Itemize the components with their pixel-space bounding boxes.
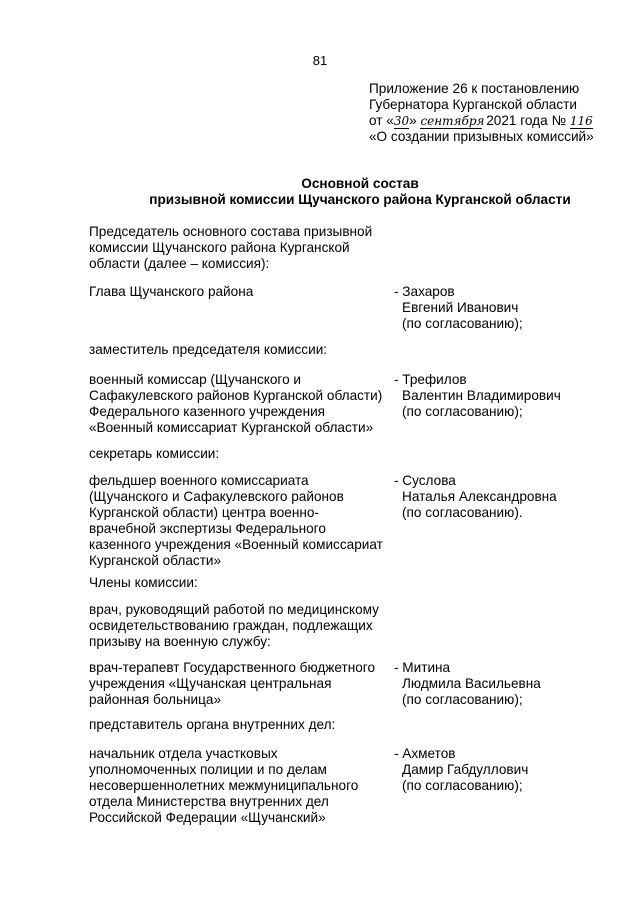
entry-therapist-position: врач-терапевт Государственного бюджетного учреждения «Щучанская центральная районная больница» (89, 660, 376, 707)
title-line-2: призывной комиссии Щучанского района Курганской области (149, 192, 571, 207)
appendix-header (369, 81, 629, 145)
handwritten-month: сентября (420, 114, 485, 128)
appendix-line-1: Приложение 26 к постановлению (369, 81, 580, 96)
entry-secretary-name: - Суслова Наталья Александровна (по согласованию). (394, 473, 557, 520)
entry-chairman-heading: Председатель основного состава призывной комиссии Щучанского района Курганской области (далее – комиссия): (89, 224, 373, 271)
entry-deputy-position: военный комиссар (Щучанского и Сафакулевского районов Курганской области) Федерального казенного учреждения «Военный комиссариат Курганской области» (89, 372, 383, 435)
entry-deputy-name: - Трефилов Валентин Владимирович (по согласованию); (394, 372, 561, 419)
appendix-year-no: 2021 года № (486, 113, 567, 128)
appendix-line-4: «О создании призывных комиссий» (369, 129, 594, 144)
document-title (0, 176, 640, 208)
appendix-line-2: Губернатора Курганской области (369, 97, 577, 112)
entry-members-heading: Члены комиссии: (89, 575, 198, 590)
page-number: 81 (312, 53, 328, 68)
entry-secretary-position: фельдшер военного комиссариата (Щучанского и Сафакулевского районов Курганской области) центра военно- врачебной экспертизы Федерального казенного учреждения «Военный комиссариат Курганской области» (89, 473, 383, 568)
entry-chairman-name: - Захаров Евгений Иванович (по согласованию); (394, 284, 523, 331)
title-line-1: Основной состав (301, 176, 419, 191)
appendix-line-3 (369, 113, 629, 129)
handwritten-number: 116 (569, 114, 593, 128)
entry-secretary-heading: секретарь комиссии: (89, 446, 220, 461)
handwritten-day: 30 (393, 114, 410, 128)
entry-doctor-heading: врач, руководящий работой по медицинскому освидетельствованию граждан, подлежащих призыву на военную службу: (89, 602, 379, 649)
entry-deputy-heading: заместитель председателя комиссии: (89, 342, 328, 357)
entry-therapist-name: - Митина Людмила Васильевна (по согласованию); (394, 660, 541, 707)
appendix-from: от « (369, 113, 394, 128)
appendix-quote: » (409, 113, 417, 128)
entry-police-name: - Ахметов Дамир Габдуллович (по согласованию); (394, 746, 529, 793)
entry-police-position: начальник отдела участковых уполномоченных полиции и по делам несовершеннолетних межмуниципального отдела Министерства внутренних дел Российской Федерации «Щучанский» (89, 746, 359, 825)
entry-police-heading: представитель органа внутренних дел: (89, 717, 336, 732)
entry-chairman-position: Глава Щучанского района (89, 284, 254, 299)
